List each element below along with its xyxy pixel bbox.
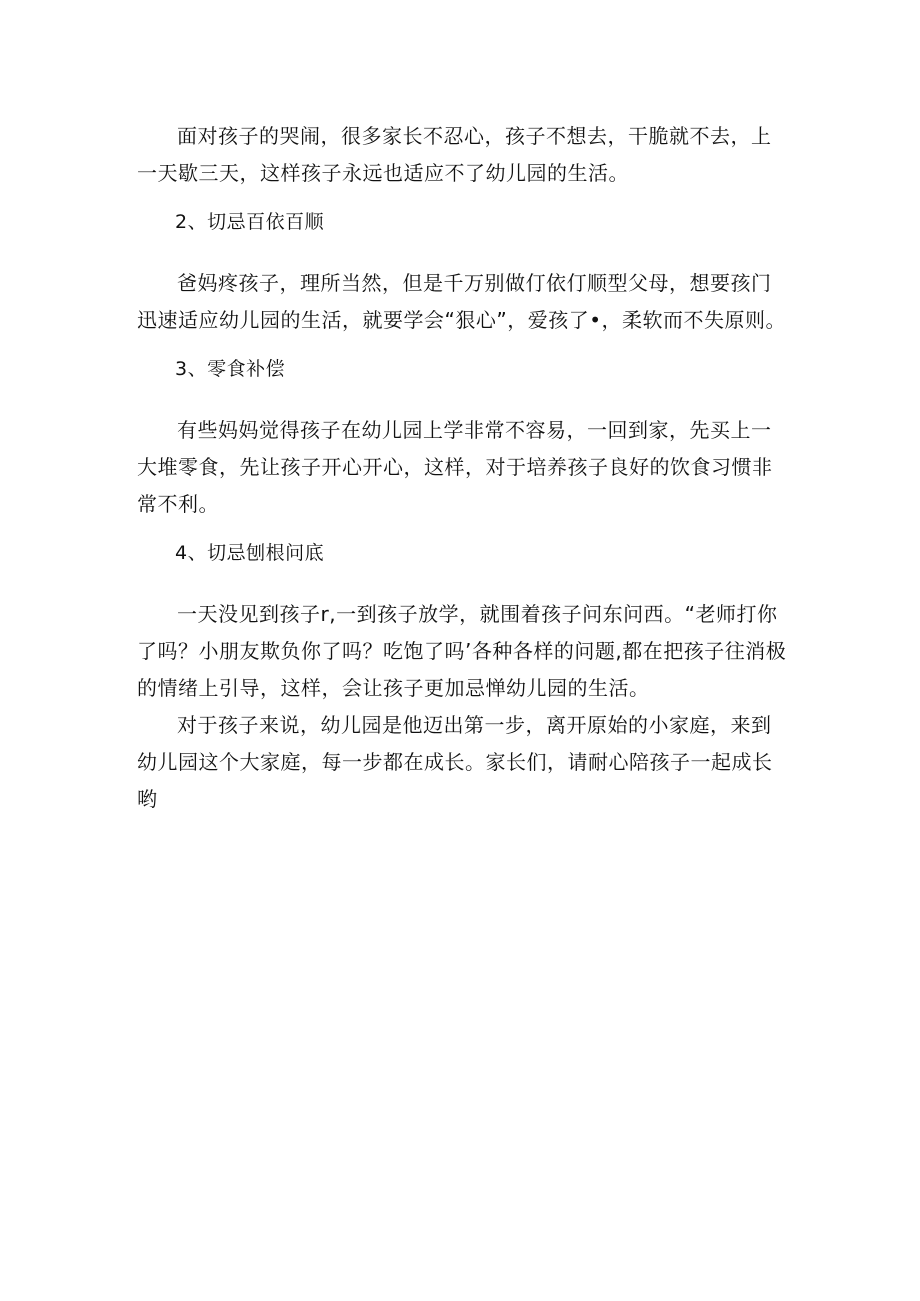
paragraph-snacks: 有些妈妈觉得孩子在幼儿园上学非常不容易，一回到家，先买上一大堆零食，先让孩子开心开心，这样，对于培养孩子良好的饮食习惯非常不利。 <box>137 418 773 516</box>
heading-4: 4、切忌刨根问底 <box>175 542 325 564</box>
heading-3: 3、零食补偿 <box>175 358 286 380</box>
paragraph-questioning: 一天没见到孩子r,一到孩子放学，就围着孩子问东问西。“老师打你了吗？小朋友欺负你了吗？吃饱了吗’各种各样的问题,都在把孩子往消极的情绪上引导，这样，会让孩子更加忌惮幼儿园的生活。 <box>137 602 787 700</box>
heading-2: 2、切忌百依百顺 <box>175 211 325 233</box>
paragraph-indulgence: 爸妈疼孩子，理所当然，但是千万别做仃依仃顺型父母，想要孩门迅速适应幼儿园的生活，就要学会“狠心”，爱孩了•，柔软而不失原则。 <box>137 271 787 332</box>
paragraph-conclusion: 对于孩子来说，幼儿园是他迈出第一步，离开原始的小家庭，来到幼儿园这个大家庭，每一步都在成长。家长们，请耐心陪孩子一起成长哟 <box>137 713 773 811</box>
document-body <box>137 118 787 818</box>
paragraph-crying: 面对孩子的哭闹，很多家长不忍心，孩子不想去，干脆就不去，上一天歇三天，这样孩子永远也适应不了幼儿园的生活。 <box>137 124 772 185</box>
